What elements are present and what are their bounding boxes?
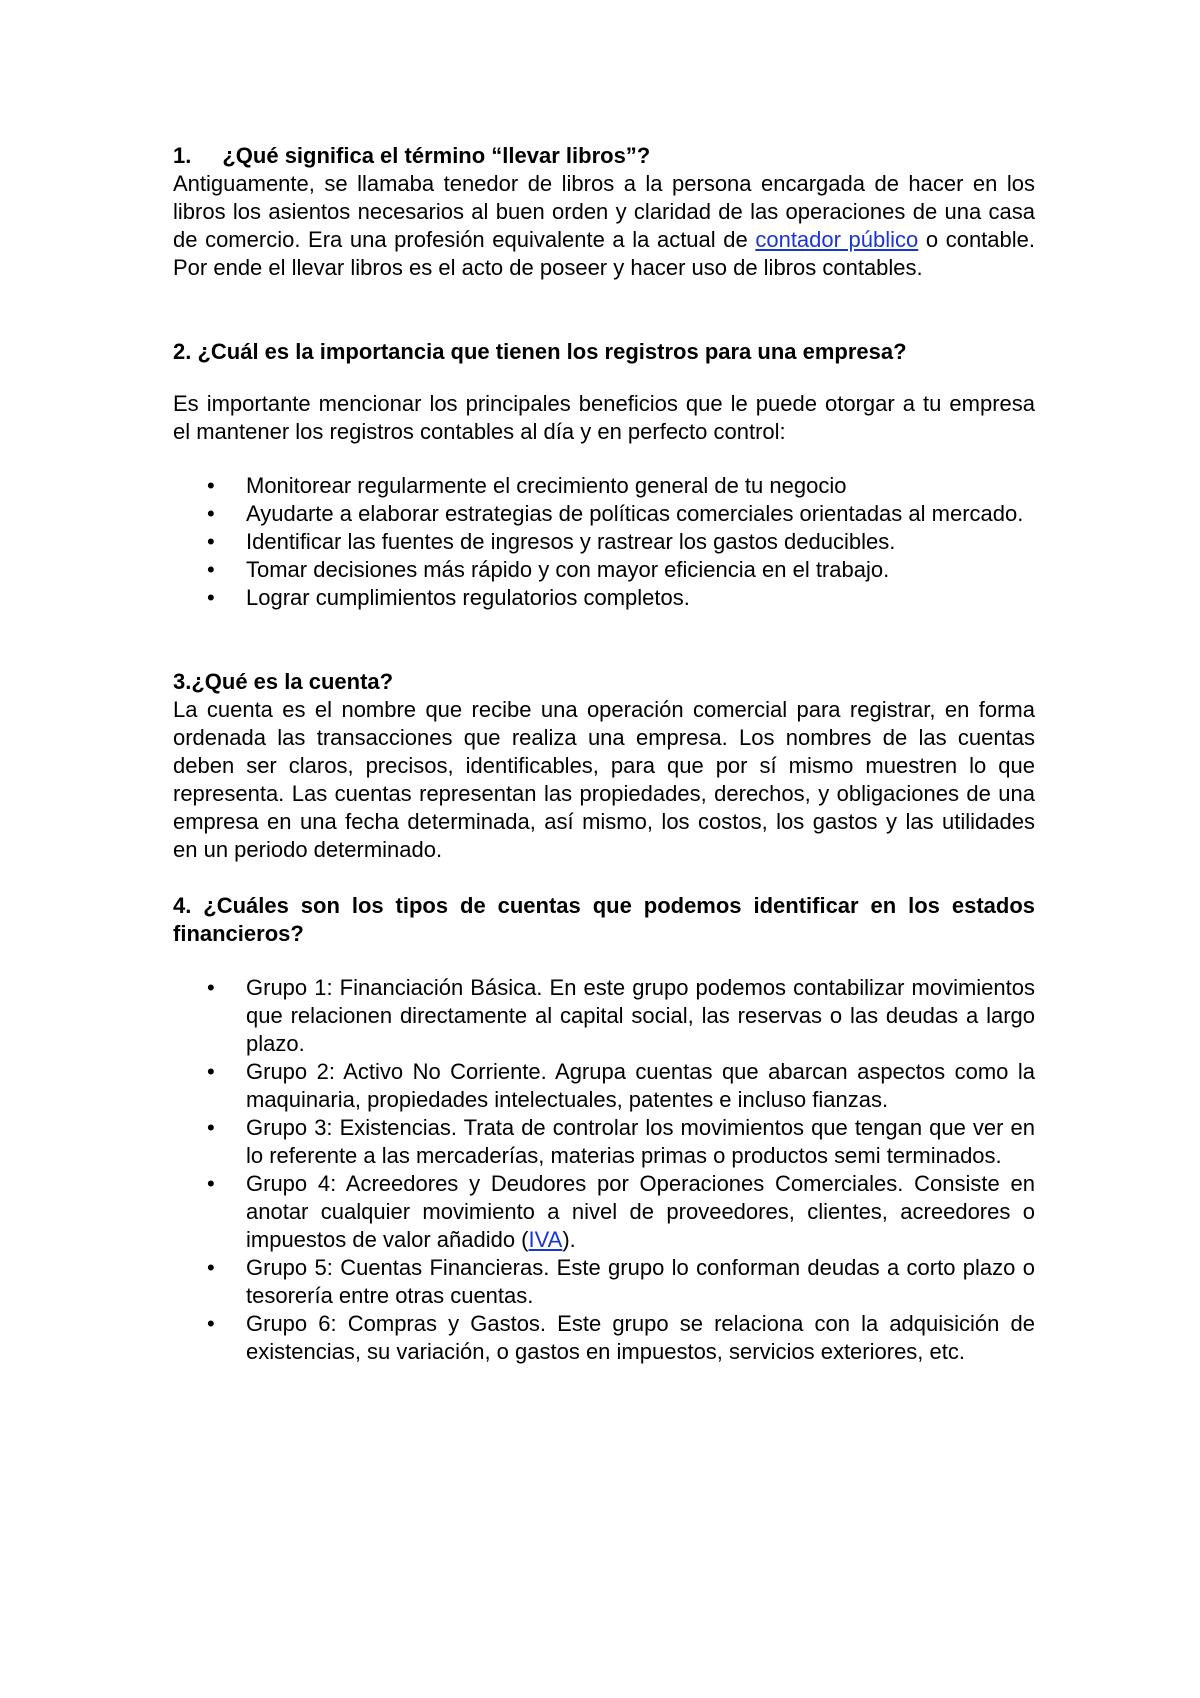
bullet-icon: • — [207, 529, 215, 554]
list-item-text: Monitorear regularmente el crecimiento general de tu negocio — [246, 473, 847, 498]
bullet-icon: • — [207, 1311, 215, 1336]
list-item-text: Grupo 3: Existencias. Trata de controlar los movimientos que tengan que ver en lo referente a las mercaderías, materias primas o productos semi terminados. — [246, 1115, 1035, 1168]
q2-benefits-list — [173, 472, 1035, 612]
list-item — [173, 1254, 1035, 1310]
q2-intro: Es importante mencionar los principales beneficios que le puede otorgar a tu empresa el mantener los registros contables al día y en perfecto control: — [173, 391, 1035, 444]
iva-link[interactable]: IVA — [528, 1227, 563, 1252]
bullet-icon: • — [207, 585, 215, 610]
bullet-icon: • — [207, 1255, 215, 1280]
list-item-text: Grupo 4: Acreedores y Deudores por Operaciones Comerciales. Consiste en anotar cualquier movimiento a nivel de proveedores, clientes, acreedores o impuestos de valor añadido ( — [246, 1171, 1035, 1252]
q1-title: ¿Qué significa el término “llevar libros”? — [222, 143, 651, 168]
list-item — [173, 1114, 1035, 1170]
bullet-icon: • — [207, 1115, 215, 1140]
q1-body-text-end: o contable. Por ende el llevar libros es el acto de poseer y hacer uso de libros contables. — [173, 227, 1036, 280]
q1-body — [173, 170, 1035, 282]
list-item — [173, 472, 1035, 500]
list-item — [173, 500, 1035, 528]
list-item-text: Lograr cumplimientos regulatorios completos. — [246, 585, 690, 610]
list-item-text: Grupo 6: Compras y Gastos. Este grupo se relaciona con la adquisición de existencias, su variación, o gastos en impuestos, servicios exteriores, etc. — [246, 1311, 1035, 1364]
list-item-text: Grupo 1: Financiación Básica. En este grupo podemos contabilizar movimientos que relacionen directamente al capital social, las reservas o las deudas a largo plazo. — [246, 975, 1035, 1056]
list-item — [173, 528, 1035, 556]
q1-number: 1. — [173, 143, 192, 168]
list-item — [173, 556, 1035, 584]
bullet-icon: • — [207, 1059, 215, 1084]
q3-body: La cuenta es el nombre que recibe una operación comercial para registrar, en forma ordenada las transacciones que realiza una empresa. Los nombres de las cuentas deben ser claros, precisos, identificables, para que por sí mismo muestren lo que representa. Las cuentas representan las propiedades, derechos, y obligaciones de una empresa en una fecha determinada, así mismo, los costos, los gastos y las utilidades en un periodo determinado. — [173, 697, 1035, 862]
bullet-icon: • — [207, 1171, 215, 1196]
bullet-icon: • — [207, 501, 215, 526]
list-item-text: Identificar las fuentes de ingresos y rastrear los gastos deducibles. — [246, 529, 896, 554]
list-item-text: Ayudarte a elaborar estrategias de políticas comerciales orientadas al mercado. — [246, 501, 1024, 526]
list-item — [173, 974, 1035, 1058]
list-item-text: Tomar decisiones más rápido y con mayor eficiencia en el trabajo. — [246, 557, 890, 582]
q1-body-text-start: Antiguamente, se llamaba tenedor de libros a la persona encargada de hacer en los libros los asientos necesarios al buen orden y claridad de las operaciones de una casa de comercio. Era una profesión equivalente a la actual de — [173, 171, 1035, 252]
bullet-icon: • — [207, 975, 215, 1000]
list-item — [173, 1310, 1035, 1366]
document-page — [173, 142, 1035, 1366]
list-item — [173, 584, 1035, 612]
q2-heading: 2. ¿Cuál es la importancia que tienen los registros para una empresa? — [173, 339, 907, 364]
bullet-icon: • — [207, 473, 215, 498]
q4-account-groups-list — [173, 974, 1035, 1366]
q3-heading: 3.¿Qué es la cuenta? — [173, 669, 394, 694]
bullet-icon: • — [207, 557, 215, 582]
list-item-text: Grupo 5: Cuentas Financieras. Este grupo lo conforman deudas a corto plazo o tesorería entre otras cuentas. — [246, 1255, 1035, 1308]
q1-heading — [173, 142, 1035, 170]
list-item — [173, 1058, 1035, 1114]
q4-heading: 4. ¿Cuáles son los tipos de cuentas que podemos identificar en los estados financieros? — [173, 893, 1035, 946]
list-item-text: Grupo 2: Activo No Corriente. Agrupa cuentas que abarcan aspectos como la maquinaria, propiedades intelectuales, patentes e incluso fianzas. — [246, 1059, 1035, 1112]
contador-publico-link[interactable]: contador público — [755, 227, 919, 252]
list-item-text-end: ). — [562, 1227, 576, 1252]
list-item — [173, 1170, 1035, 1254]
